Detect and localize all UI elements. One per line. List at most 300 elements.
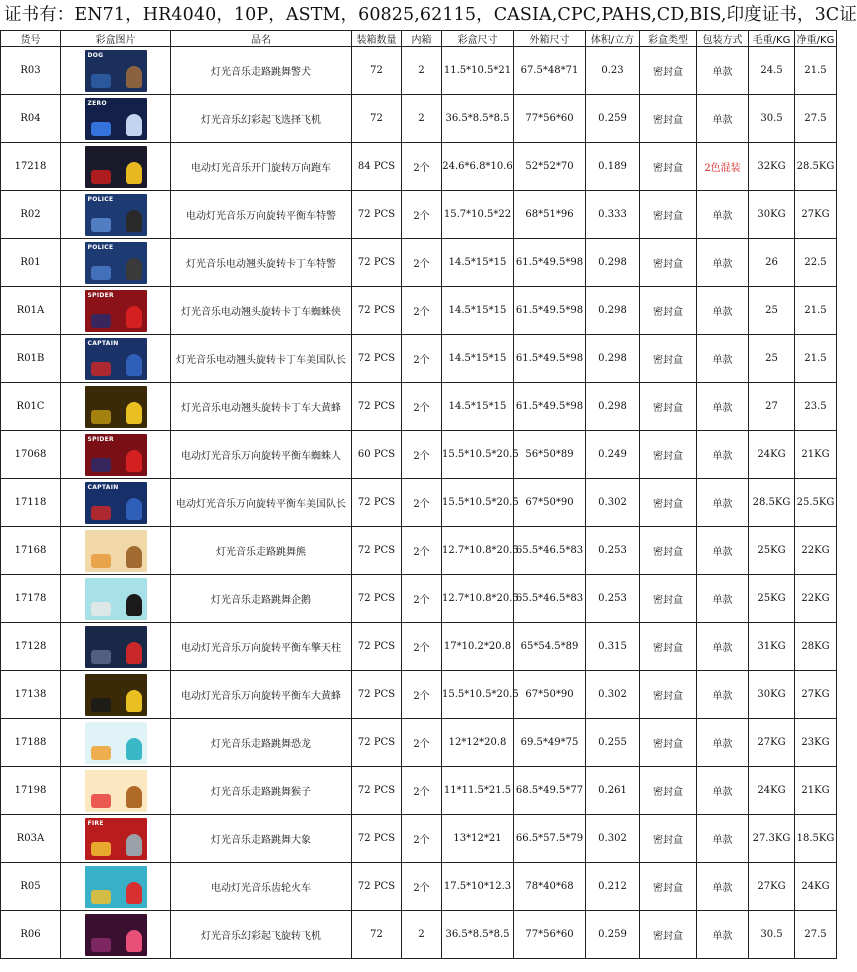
box-type-cell: 密封盒	[640, 287, 697, 335]
column-header: 彩盒尺寸	[442, 31, 514, 47]
carton-qty-cell: 72 PCS	[352, 575, 402, 623]
box-type-cell: 密封盒	[640, 623, 697, 671]
packing-cell: 单款	[697, 287, 749, 335]
box-type-cell: 密封盒	[640, 671, 697, 719]
box-image-cell	[61, 911, 171, 959]
net-weight-cell: 22.5	[795, 239, 837, 287]
table-row	[1, 575, 837, 623]
product-box-image	[85, 866, 147, 908]
toy-shape	[91, 554, 111, 568]
box-image-cell	[61, 575, 171, 623]
volume-cell: 0.189	[586, 143, 640, 191]
toy-figure	[126, 498, 142, 520]
toy-figure	[126, 210, 142, 232]
inner-qty-cell: 2个	[402, 815, 442, 863]
product-name-cell: 灯光音乐幻彩起飞选择飞机	[171, 95, 352, 143]
box-brand-label: FIRE	[87, 819, 104, 827]
sku-cell: 17128	[1, 623, 61, 671]
box-type-cell: 密封盒	[640, 95, 697, 143]
net-weight-cell: 21.5	[795, 47, 837, 95]
toy-shape	[91, 458, 111, 472]
inner-qty-cell: 2	[402, 95, 442, 143]
volume-cell: 0.298	[586, 287, 640, 335]
packing-cell: 单款	[697, 383, 749, 431]
box-type-cell: 密封盒	[640, 479, 697, 527]
carton-size-cell: 61.5*49.5*98	[514, 239, 586, 287]
box-size-cell: 14.5*15*15	[442, 335, 514, 383]
box-brand-label: SPIDER	[87, 435, 114, 443]
toy-shape	[91, 794, 111, 808]
carton-qty-cell: 72 PCS	[352, 863, 402, 911]
volume-cell: 0.249	[586, 431, 640, 479]
product-name-cell: 灯光音乐走路跳舞企鹅	[171, 575, 352, 623]
box-size-cell: 14.5*15*15	[442, 383, 514, 431]
product-box-image	[85, 482, 147, 524]
sku-cell: R01C	[1, 383, 61, 431]
net-weight-cell: 27KG	[795, 191, 837, 239]
volume-cell: 0.302	[586, 671, 640, 719]
product-box-image	[85, 146, 147, 188]
toy-figure	[126, 786, 142, 808]
box-type-cell: 密封盒	[640, 575, 697, 623]
column-header: 包装方式	[697, 31, 749, 47]
carton-size-cell: 78*40*68	[514, 863, 586, 911]
toy-shape	[91, 74, 111, 88]
carton-size-cell: 67*50*90	[514, 671, 586, 719]
toy-figure	[126, 162, 142, 184]
gross-weight-cell: 30.5	[749, 95, 795, 143]
packing-cell: 单款	[697, 767, 749, 815]
sku-cell: R02	[1, 191, 61, 239]
sku-cell: R01	[1, 239, 61, 287]
packing-cell: 单款	[697, 47, 749, 95]
product-box-image	[85, 290, 147, 332]
sku-cell: R06	[1, 911, 61, 959]
carton-qty-cell: 72 PCS	[352, 287, 402, 335]
sku-cell: R03	[1, 47, 61, 95]
box-type-cell: 密封盒	[640, 863, 697, 911]
box-size-cell: 13*12*21	[442, 815, 514, 863]
table-row	[1, 671, 837, 719]
box-type-cell: 密封盒	[640, 239, 697, 287]
table-row	[1, 47, 837, 95]
volume-cell: 0.212	[586, 863, 640, 911]
net-weight-cell: 24KG	[795, 863, 837, 911]
volume-cell: 0.255	[586, 719, 640, 767]
gross-weight-cell: 27	[749, 383, 795, 431]
box-brand-label: DOG	[87, 51, 104, 59]
product-box-image	[85, 530, 147, 572]
carton-qty-cell: 72 PCS	[352, 479, 402, 527]
product-name-cell: 灯光音乐走路跳舞熊	[171, 527, 352, 575]
toy-figure	[126, 594, 142, 616]
gross-weight-cell: 27KG	[749, 863, 795, 911]
packing-cell: 单款	[697, 335, 749, 383]
volume-cell: 0.302	[586, 815, 640, 863]
volume-cell: 0.253	[586, 575, 640, 623]
toy-shape	[91, 602, 111, 616]
product-name-cell: 灯光音乐电动翘头旋转卡丁车大黄蜂	[171, 383, 352, 431]
box-image-cell	[61, 479, 171, 527]
sku-cell: R01A	[1, 287, 61, 335]
carton-size-cell: 68.5*49.5*77	[514, 767, 586, 815]
packing-cell: 单款	[697, 239, 749, 287]
volume-cell: 0.23	[586, 47, 640, 95]
toy-figure	[126, 642, 142, 664]
sku-cell: 17118	[1, 479, 61, 527]
volume-cell: 0.253	[586, 527, 640, 575]
packing-cell: 单款	[697, 431, 749, 479]
box-image-cell	[61, 191, 171, 239]
gross-weight-cell: 24KG	[749, 431, 795, 479]
column-header: 装箱数量	[352, 31, 402, 47]
product-box-image	[85, 770, 147, 812]
product-name-cell: 灯光音乐电动翘头旋转卡丁车美国队长	[171, 335, 352, 383]
box-image-cell	[61, 335, 171, 383]
box-size-cell: 15.5*10.5*20.5	[442, 671, 514, 719]
carton-qty-cell: 72	[352, 47, 402, 95]
sku-cell: R01B	[1, 335, 61, 383]
table-row	[1, 815, 837, 863]
table-header-row	[1, 31, 837, 47]
carton-qty-cell: 72 PCS	[352, 335, 402, 383]
product-box-image	[85, 578, 147, 620]
net-weight-cell: 23KG	[795, 719, 837, 767]
inner-qty-cell: 2个	[402, 863, 442, 911]
carton-size-cell: 67.5*48*71	[514, 47, 586, 95]
inner-qty-cell: 2	[402, 47, 442, 95]
table-row	[1, 863, 837, 911]
packing-cell: 单款	[697, 623, 749, 671]
volume-cell: 0.315	[586, 623, 640, 671]
gross-weight-cell: 25KG	[749, 527, 795, 575]
product-box-image	[85, 434, 147, 476]
gross-weight-cell: 30KG	[749, 671, 795, 719]
toy-figure	[126, 834, 142, 856]
product-name-cell: 电动灯光音乐万向旋转平衡车特警	[171, 191, 352, 239]
net-weight-cell: 27.5	[795, 911, 837, 959]
box-type-cell: 密封盒	[640, 815, 697, 863]
sku-cell: 17168	[1, 527, 61, 575]
packing-cell: 单款	[697, 575, 749, 623]
inner-qty-cell: 2个	[402, 287, 442, 335]
toy-figure	[126, 354, 142, 376]
toy-shape	[91, 410, 111, 424]
carton-size-cell: 65*54.5*89	[514, 623, 586, 671]
product-name-cell: 灯光音乐走路跳舞恐龙	[171, 719, 352, 767]
carton-qty-cell: 72 PCS	[352, 383, 402, 431]
box-size-cell: 15.5*10.5*20.5	[442, 479, 514, 527]
table-row	[1, 431, 837, 479]
box-type-cell: 密封盒	[640, 767, 697, 815]
inner-qty-cell: 2个	[402, 671, 442, 719]
gross-weight-cell: 25KG	[749, 575, 795, 623]
toy-shape	[91, 938, 111, 952]
packing-cell: 单款	[697, 479, 749, 527]
box-image-cell	[61, 287, 171, 335]
box-image-cell	[61, 431, 171, 479]
carton-qty-cell: 72 PCS	[352, 239, 402, 287]
product-box-image	[85, 914, 147, 956]
box-image-cell	[61, 671, 171, 719]
toy-shape	[91, 122, 111, 136]
box-type-cell: 密封盒	[640, 719, 697, 767]
product-name-cell: 灯光音乐电动翘头旋转卡丁车蜘蛛侠	[171, 287, 352, 335]
toy-figure	[126, 690, 142, 712]
column-header: 体积/立方	[586, 31, 640, 47]
carton-qty-cell: 72	[352, 911, 402, 959]
column-header: 品名	[171, 31, 352, 47]
carton-size-cell: 68*51*96	[514, 191, 586, 239]
packing-cell: 单款	[697, 671, 749, 719]
gross-weight-cell: 25	[749, 335, 795, 383]
carton-qty-cell: 72 PCS	[352, 191, 402, 239]
box-image-cell	[61, 815, 171, 863]
box-size-cell: 12.7*10.8*20.5	[442, 527, 514, 575]
net-weight-cell: 21KG	[795, 767, 837, 815]
table-row	[1, 623, 837, 671]
carton-size-cell: 65.5*46.5*83	[514, 527, 586, 575]
column-header: 彩盒图片	[61, 31, 171, 47]
box-image-cell	[61, 527, 171, 575]
inner-qty-cell: 2个	[402, 767, 442, 815]
net-weight-cell: 28KG	[795, 623, 837, 671]
box-size-cell: 11*11.5*21.5	[442, 767, 514, 815]
inner-qty-cell: 2	[402, 911, 442, 959]
packing-cell: 单款	[697, 815, 749, 863]
table-row	[1, 767, 837, 815]
net-weight-cell: 21.5	[795, 335, 837, 383]
column-header: 净重/KG	[795, 31, 837, 47]
carton-size-cell: 65.5*46.5*83	[514, 575, 586, 623]
table-row	[1, 911, 837, 959]
box-image-cell	[61, 383, 171, 431]
box-size-cell: 14.5*15*15	[442, 239, 514, 287]
box-type-cell: 密封盒	[640, 47, 697, 95]
inner-qty-cell: 2个	[402, 383, 442, 431]
product-name-cell: 电动灯光音乐万向旋转平衡车蜘蛛人	[171, 431, 352, 479]
box-brand-label: SPIDER	[87, 291, 114, 299]
gross-weight-cell: 32KG	[749, 143, 795, 191]
inner-qty-cell: 2个	[402, 575, 442, 623]
packing-cell: 单款	[697, 911, 749, 959]
net-weight-cell: 28.5KG	[795, 143, 837, 191]
toy-shape	[91, 650, 111, 664]
product-table	[0, 30, 837, 959]
box-brand-label: CAPTAIN	[87, 339, 119, 347]
box-image-cell	[61, 719, 171, 767]
toy-figure	[126, 882, 142, 904]
box-size-cell: 17.5*10*12.3	[442, 863, 514, 911]
net-weight-cell: 27.5	[795, 95, 837, 143]
toy-figure	[126, 402, 142, 424]
box-type-cell: 密封盒	[640, 911, 697, 959]
box-size-cell: 14.5*15*15	[442, 287, 514, 335]
box-type-cell: 密封盒	[640, 335, 697, 383]
table-row	[1, 143, 837, 191]
toy-figure	[126, 450, 142, 472]
volume-cell: 0.298	[586, 239, 640, 287]
carton-size-cell: 61.5*49.5*98	[514, 383, 586, 431]
product-name-cell: 电动灯光音乐万向旋转平衡车美国队长	[171, 479, 352, 527]
box-size-cell: 36.5*8.5*8.5	[442, 911, 514, 959]
toy-figure	[126, 114, 142, 136]
inner-qty-cell: 2个	[402, 191, 442, 239]
toy-shape	[91, 890, 111, 904]
product-box-image	[85, 722, 147, 764]
carton-size-cell: 66.5*57.5*79	[514, 815, 586, 863]
net-weight-cell: 22KG	[795, 575, 837, 623]
inner-qty-cell: 2个	[402, 143, 442, 191]
certificate-line: 证书有：EN71，HR4040，10P，ASTM，60825,62115，CASIA,CPC,PAHS,CD,BIS,印度证书，3C证	[4, 5, 857, 25]
volume-cell: 0.298	[586, 383, 640, 431]
product-box-image	[85, 242, 147, 284]
carton-qty-cell: 72 PCS	[352, 767, 402, 815]
box-type-cell: 密封盒	[640, 431, 697, 479]
table-row	[1, 191, 837, 239]
toy-shape	[91, 266, 111, 280]
carton-size-cell: 69.5*49*75	[514, 719, 586, 767]
gross-weight-cell: 27.3KG	[749, 815, 795, 863]
sku-cell: 17138	[1, 671, 61, 719]
box-type-cell: 密封盒	[640, 527, 697, 575]
packing-cell: 2色混装	[697, 143, 749, 191]
product-name-cell: 电动灯光音乐万向旋转平衡车大黄蜂	[171, 671, 352, 719]
carton-qty-cell: 72	[352, 95, 402, 143]
inner-qty-cell: 2个	[402, 335, 442, 383]
box-size-cell: 11.5*10.5*21	[442, 47, 514, 95]
product-name-cell: 电动灯光音乐齿轮火车	[171, 863, 352, 911]
carton-qty-cell: 72 PCS	[352, 719, 402, 767]
box-brand-label: ZERO	[87, 99, 107, 107]
carton-size-cell: 61.5*49.5*98	[514, 287, 586, 335]
table-row	[1, 719, 837, 767]
carton-size-cell: 52*52*70	[514, 143, 586, 191]
net-weight-cell: 21KG	[795, 431, 837, 479]
volume-cell: 0.333	[586, 191, 640, 239]
box-image-cell	[61, 95, 171, 143]
toy-figure	[126, 306, 142, 328]
volume-cell: 0.298	[586, 335, 640, 383]
volume-cell: 0.259	[586, 911, 640, 959]
carton-qty-cell: 84 PCS	[352, 143, 402, 191]
carton-size-cell: 56*50*89	[514, 431, 586, 479]
box-image-cell	[61, 863, 171, 911]
table-viewport	[0, 30, 835, 972]
toy-shape	[91, 506, 111, 520]
table-row	[1, 335, 837, 383]
table-row	[1, 527, 837, 575]
toy-shape	[91, 218, 111, 232]
net-weight-cell: 25.5KG	[795, 479, 837, 527]
sku-cell: 17178	[1, 575, 61, 623]
volume-cell: 0.259	[586, 95, 640, 143]
product-name-cell: 灯光音乐幻彩起飞旋转飞机	[171, 911, 352, 959]
carton-size-cell: 77*56*60	[514, 95, 586, 143]
product-name-cell: 灯光音乐走路跳舞猴子	[171, 767, 352, 815]
product-name-cell: 灯光音乐电动翘头旋转卡丁车特警	[171, 239, 352, 287]
box-type-cell: 密封盒	[640, 383, 697, 431]
product-box-image	[85, 674, 147, 716]
product-box-image	[85, 194, 147, 236]
packing-cell: 单款	[697, 95, 749, 143]
box-type-cell: 密封盒	[640, 191, 697, 239]
column-header: 毛重/KG	[749, 31, 795, 47]
inner-qty-cell: 2个	[402, 719, 442, 767]
volume-cell: 0.261	[586, 767, 640, 815]
packing-cell: 单款	[697, 191, 749, 239]
product-name-cell: 电动灯光音乐万向旋转平衡车擎天柱	[171, 623, 352, 671]
toy-shape	[91, 698, 111, 712]
box-size-cell: 36.5*8.5*8.5	[442, 95, 514, 143]
toy-shape	[91, 170, 111, 184]
carton-qty-cell: 72 PCS	[352, 671, 402, 719]
net-weight-cell: 23.5	[795, 383, 837, 431]
sku-cell: 17218	[1, 143, 61, 191]
toy-figure	[126, 738, 142, 760]
product-box-image	[85, 626, 147, 668]
sku-cell: R04	[1, 95, 61, 143]
box-image-cell	[61, 143, 171, 191]
box-image-cell	[61, 239, 171, 287]
carton-qty-cell: 60 PCS	[352, 431, 402, 479]
sku-cell: 17198	[1, 767, 61, 815]
toy-shape	[91, 842, 111, 856]
inner-qty-cell: 2个	[402, 623, 442, 671]
table-row	[1, 479, 837, 527]
gross-weight-cell: 28.5KG	[749, 479, 795, 527]
column-header: 彩盒类型	[640, 31, 697, 47]
toy-shape	[91, 746, 111, 760]
toy-figure	[126, 66, 142, 88]
box-size-cell: 12*12*20.8	[442, 719, 514, 767]
box-type-cell: 密封盒	[640, 143, 697, 191]
box-size-cell: 24.6*6.8*10.6	[442, 143, 514, 191]
gross-weight-cell: 25	[749, 287, 795, 335]
product-box-image	[85, 98, 147, 140]
box-size-cell: 17*10.2*20.8	[442, 623, 514, 671]
column-header: 外箱尺寸	[514, 31, 586, 47]
column-header: 内箱	[402, 31, 442, 47]
toy-figure	[126, 546, 142, 568]
inner-qty-cell: 2个	[402, 479, 442, 527]
gross-weight-cell: 24.5	[749, 47, 795, 95]
carton-qty-cell: 72 PCS	[352, 815, 402, 863]
product-box-image	[85, 818, 147, 860]
net-weight-cell: 18.5KG	[795, 815, 837, 863]
product-name-cell: 灯光音乐走路跳舞大象	[171, 815, 352, 863]
gross-weight-cell: 31KG	[749, 623, 795, 671]
gross-weight-cell: 30KG	[749, 191, 795, 239]
sku-cell: 17068	[1, 431, 61, 479]
packing-cell: 单款	[697, 863, 749, 911]
product-box-image	[85, 386, 147, 428]
carton-qty-cell: 72 PCS	[352, 623, 402, 671]
box-image-cell	[61, 47, 171, 95]
packing-cell: 单款	[697, 527, 749, 575]
toy-figure	[126, 258, 142, 280]
packing-cell: 单款	[697, 719, 749, 767]
box-size-cell: 15.7*10.5*22	[442, 191, 514, 239]
sku-cell: R03A	[1, 815, 61, 863]
table-row	[1, 95, 837, 143]
table-row	[1, 287, 837, 335]
box-image-cell	[61, 623, 171, 671]
toy-shape	[91, 362, 111, 376]
toy-figure	[126, 930, 142, 952]
box-brand-label: POLICE	[87, 195, 114, 203]
net-weight-cell: 27KG	[795, 671, 837, 719]
